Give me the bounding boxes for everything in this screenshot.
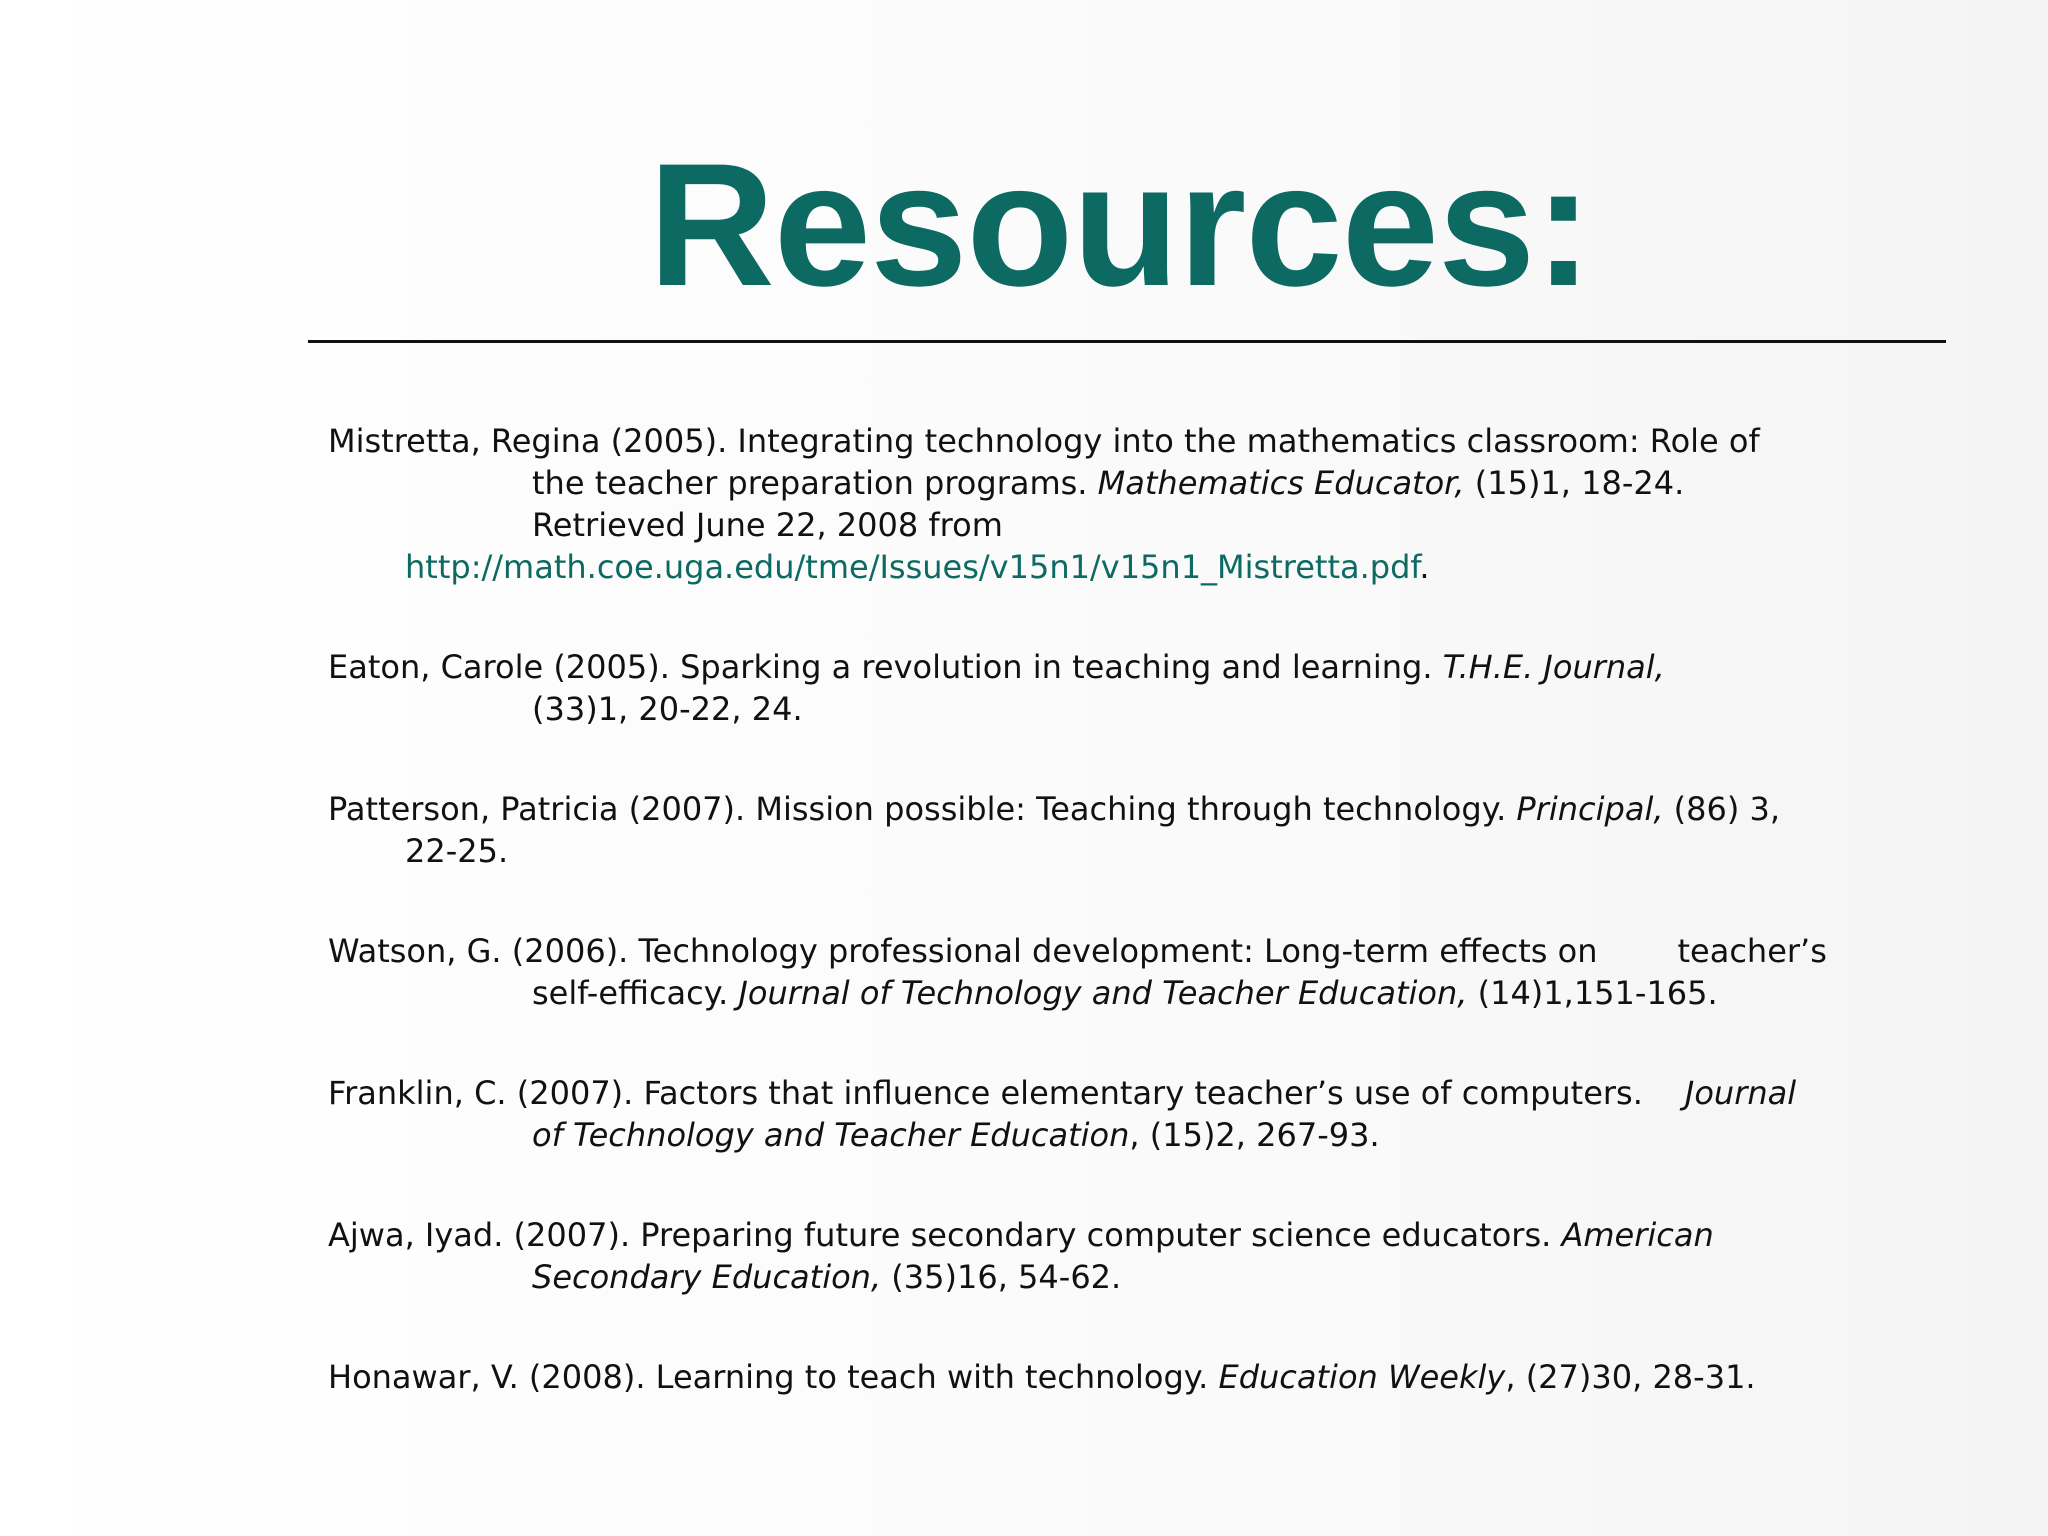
reference-line <box>328 1214 1714 1256</box>
reference-text: Patterson, Patricia (2007). Mission possible: Teaching through technology. <box>328 790 1517 828</box>
reference-text: 22-25. <box>405 832 509 870</box>
reference-text: Watson, G. (2006). Technology professional development: Long-term effects on <box>328 932 1598 970</box>
reference-line <box>328 504 1928 546</box>
journal-title: Mathematics Educator, <box>1097 464 1465 502</box>
reference-text: self-efficacy. <box>532 974 739 1012</box>
reference-text: , (15)2, 267-93. <box>1129 1116 1380 1154</box>
reference-text: (35)16, 54-62. <box>881 1258 1122 1296</box>
reference-text: Eaton, Carole (2005). Sparking a revolution in teaching and learning. <box>328 648 1443 686</box>
reference-list <box>328 420 1928 1396</box>
reference-line <box>328 788 1780 830</box>
reference-line <box>328 646 1665 688</box>
journal-title: Education Weekly <box>1218 1358 1506 1396</box>
reference-line <box>328 546 1928 588</box>
reference-line <box>328 688 1665 730</box>
reference-line <box>328 1356 1756 1398</box>
reference-line <box>328 1256 1714 1298</box>
reference-line <box>328 1072 1796 1114</box>
reference-patterson <box>328 788 1780 872</box>
reference-text: Retrieved June 22, 2008 from <box>532 506 1003 544</box>
reference-url-link[interactable]: http://math.coe.uga.edu/tme/Issues/v15n1/v15n1_Mistretta.pdf <box>405 548 1420 586</box>
title-divider <box>308 340 1946 343</box>
journal-title: Secondary Education, <box>532 1258 882 1296</box>
journal-title: Journal <box>1684 1074 1797 1112</box>
reference-ajwa <box>328 1214 1714 1298</box>
reference-text: (33)1, 20-22, 24. <box>532 690 803 728</box>
reference-text: (15)1, 18-24. <box>1464 464 1685 502</box>
reference-text: teacher’s <box>1677 932 1827 970</box>
reference-text: . <box>1419 548 1430 586</box>
reference-text: Mistretta, Regina (2005). Integrating technology into the mathematics classroom: Role of <box>328 422 1760 460</box>
journal-title: Journal of Technology and Teacher Education, <box>738 974 1468 1012</box>
reference-text: (86) 3, <box>1663 790 1781 828</box>
reference-line <box>328 972 1827 1014</box>
journal-title: American <box>1561 1216 1714 1254</box>
journal-title: of Technology and Teacher Education <box>532 1116 1130 1154</box>
journal-title: Principal, <box>1516 790 1664 828</box>
reference-line <box>328 462 1928 504</box>
reference-mistretta <box>328 420 1928 588</box>
reference-line <box>328 1114 1796 1156</box>
reference-text: the teacher preparation programs. <box>532 464 1098 502</box>
reference-text: (14)1,151-165. <box>1467 974 1718 1012</box>
journal-title: T.H.E. Journal, <box>1442 648 1665 686</box>
reference-eaton <box>328 646 1665 730</box>
reference-text: Ajwa, Iyad. (2007). Preparing future secondary computer science educators. <box>328 1216 1562 1254</box>
reference-watson <box>328 930 1827 1014</box>
reference-text: Honawar, V. (2008). Learning to teach with technology. <box>328 1358 1219 1396</box>
reference-text: Franklin, C. (2007). Factors that influence elementary teacher’s use of computers. <box>328 1074 1643 1112</box>
reference-line <box>328 930 1827 972</box>
slide-title: Resources: <box>648 128 1592 323</box>
reference-text: , (27)30, 28-31. <box>1505 1358 1756 1396</box>
reference-franklin <box>328 1072 1796 1156</box>
reference-line <box>328 830 1780 872</box>
reference-line <box>328 420 1928 462</box>
reference-honawar <box>328 1356 1756 1398</box>
